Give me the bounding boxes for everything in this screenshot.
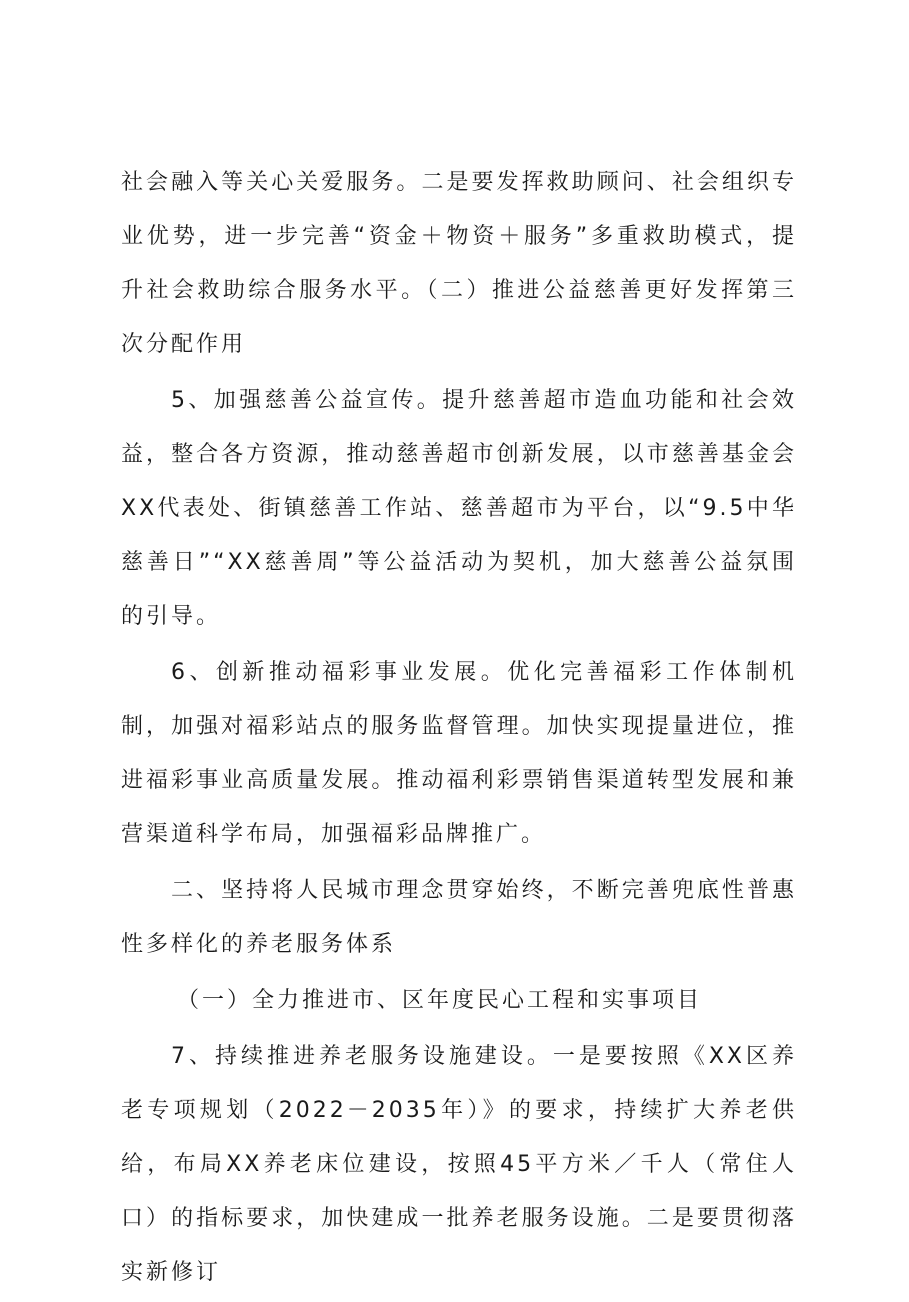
subsection-heading-1: （一）全力推进市、区年度民心工程和实事项目 [177, 988, 703, 1013]
section-heading-2: 二、坚持将人民城市理念贯穿始终，不断完善兜底性普惠性多样化的养老服务体系 [121, 878, 797, 957]
paragraph-item-5: 5、加强慈善公益宣传。提升慈善超市造血功能和社会效益，整合各方资源，推动慈善超市创新发展，以市慈善基金会XX代表处、街镇慈善工作站、慈善超市为平台，以“9.5中华慈善日”“XX慈善周”等公益活动为契机，加大慈善公益氛围的引导。 [121, 388, 797, 629]
paragraph-item-6: 6、创新推动福彩事业发展。优化完善福彩工作体制机制，加强对福彩站点的服务监督管理。加快实现提量进位，推进福彩事业高质量发展。推动福利彩票销售渠道转型发展和兼营渠道科学布局，加强福彩品牌推广。 [121, 660, 797, 847]
document-body [121, 156, 797, 1302]
paragraph-item-7: 7、持续推进养老服务设施建设。一是要按照《XX区养老专项规划（2022－2035年）》的要求，持续扩大养老供给，布局XX养老床位建设，按照45平方米／千人（常住人口）的指标要求，加快建成一批养老服务设施。二是要贯彻落实新修订 [121, 1044, 797, 1285]
paragraph-continuation: 社会融入等关心关爱服务。二是要发挥救助顾问、社会组织专业优势，进一步完善“资金＋物资＋服务”多重救助模式，提升社会救助综合服务水平。（二）推进公益慈善更好发挥第三次分配作用 [121, 170, 797, 357]
